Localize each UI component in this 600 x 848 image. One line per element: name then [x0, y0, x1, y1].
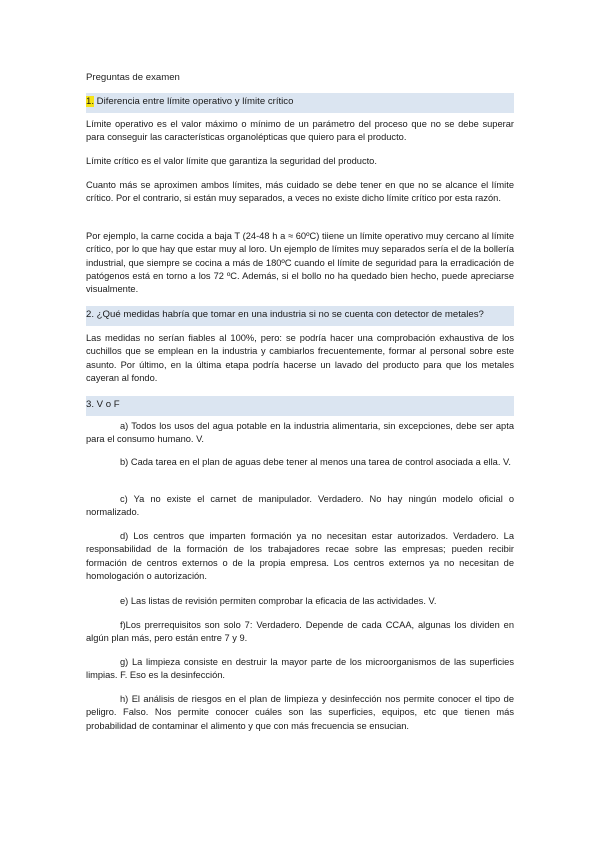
question-3-heading: 3. V o F	[86, 396, 514, 416]
question-1-heading	[86, 93, 514, 113]
question-2-heading: 2. ¿Qué medidas habría que tomar en una industria si no se cuenta con detector de metales?	[86, 306, 514, 326]
question-1-heading-text: Diferencia entre límite operativo y límite crítico	[94, 96, 294, 107]
paragraph: Por ejemplo, la carne cocida a baja T (24-48 h a ≈ 60ºC) tiiene un límite operativo muy cercano al límite crítico, por lo que hay que estar muy al loro. Un ejemplo de límites muy separados sería el de la bollería industrial, que siempre se cocina a más de 180ºC cuando el límite de seguridad para la erradicación de patógenos está en torno a los 72 ºC. Además, si el bollo no ha quedado bien hecho, puede apreciarse visualmente.	[86, 231, 514, 295]
paragraph: Límite operativo es el valor máximo o mínimo de un parámetro del proceso que no se debe superar para conseguir las características organolépticas que quiero para el producto.	[86, 119, 514, 143]
question-1-number: 1.	[86, 96, 95, 107]
paragraph: Límite crítico es el valor límite que garantiza la seguridad del producto.	[86, 156, 377, 166]
list-item: g) La limpieza consiste en destruir la mayor parte de los microorganismos de las superficies limpias. F. Eso es la desinfección.	[86, 657, 514, 681]
list-item: f)Los prerrequisitos son solo 7: Verdadero. Depende de cada CCAA, algunas los dividen en algún plan más, pero están entre 7 y 9.	[86, 620, 514, 644]
list-item: d) Los centros que imparten formación ya no necesitan estar autorizados. Verdadero. La responsabilidad de la formación de los trabajadores recae sobre las empresas; pueden recibir formación de centros externos o de la propia empresa. Los centros externos ya no necesitan de homologación o autorización.	[86, 531, 514, 581]
list-item: c) Ya no existe el carnet de manipulador. Verdadero. No hay ningún modelo oficial o normalizado.	[86, 494, 514, 518]
list-item: e) Las listas de revisión permiten comprobar la eficacia de las actividades. V.	[120, 596, 437, 606]
document-title: Preguntas de examen	[86, 72, 180, 83]
list-item: b) Cada tarea en el plan de aguas debe tener al menos una tarea de control asociada a ella. V.	[120, 457, 511, 467]
paragraph: Cuanto más se aproximen ambos límites, más cuidado se debe tener en que no se alcance el límite crítico. Por el contrario, si están muy separados, a veces no existe dicho límite crítico por esta razón.	[86, 180, 514, 204]
paragraph: Las medidas no serían fiables al 100%, pero: se podría hacer una comprobación exhaustiva de los cuchillos que se emplean en la industria y cambiarlos frecuentemente, formar al personal sobre este asunto. Por último, en la última etapa podría hacerse un lavado del producto para que los metales cayeran al fondo.	[86, 333, 514, 383]
list-item: h) El análisis de riesgos en el plan de limpieza y desinfección nos permite conocer el tipo de peligro. Falso. Nos permite conocer cuáles son las superficies, equipos, etc que tienen más probabilidad de contaminar el alimento y que con más frecuencia se ensucian.	[86, 694, 514, 731]
list-item: a) Todos los usos del agua potable en la industria alimentaria, sin excepciones, debe ser apta para el consumo humano. V.	[86, 421, 514, 445]
